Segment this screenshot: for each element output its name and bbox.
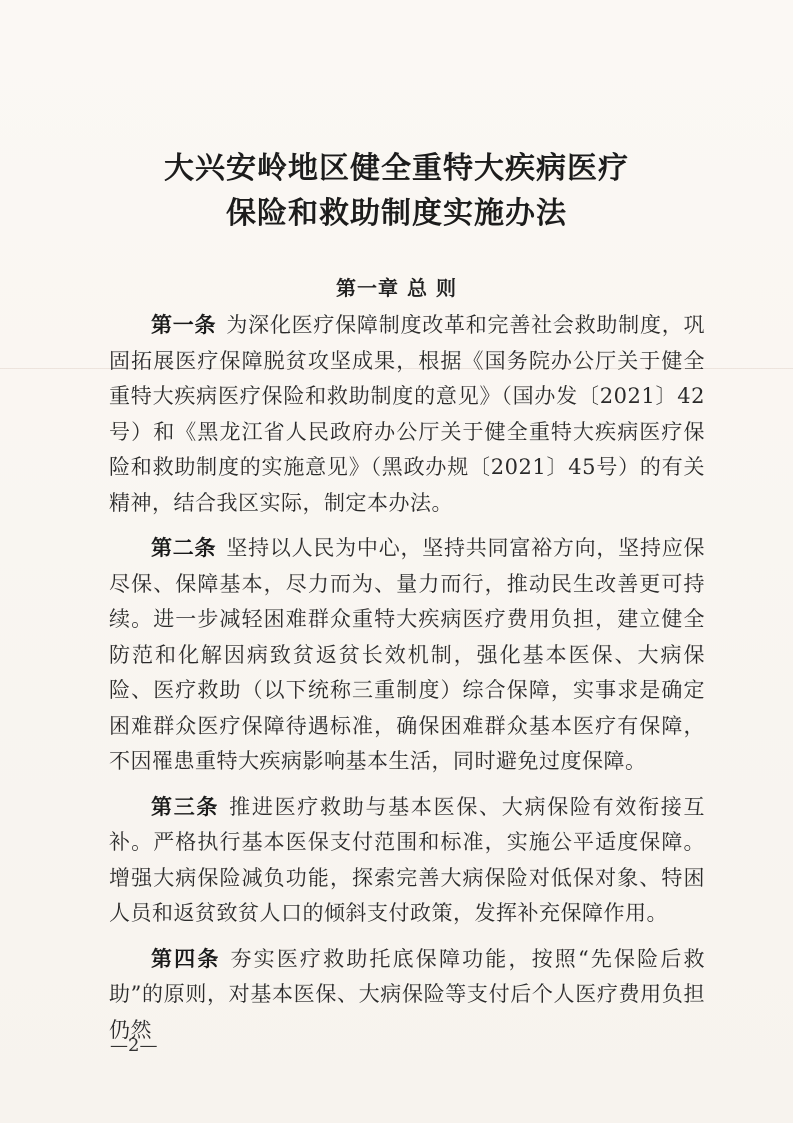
article-paragraph: [109, 790, 705, 932]
article-text: 为深化医疗保障制度改革和完善社会救助制度，巩固拓展医疗保障脱贫攻坚成果，根据《国务院办公厅关于健全重特大疾病医疗保险和救助制度的意见》（国办发〔2021〕42号）和《黑龙江省人民政府办公厅关于健全重特大疾病医疗保险和救助制度的实施意见》（黑政办规〔2021〕45号）的有关精神，结合我区实际，制定本办法。: [109, 313, 705, 515]
article-paragraph: [109, 942, 705, 1049]
article-label: 第三条: [151, 794, 220, 819]
article-paragraph: [109, 531, 705, 780]
document-title-line-1: 大兴安岭地区健全重特大疾病医疗: [164, 151, 629, 186]
article-text: 夯实医疗救助托底保障功能，按照“先保险后救助”的原则，对基本医保、大病保险等支付后个人医疗费用负担仍然: [109, 946, 706, 1042]
page-number: —2—: [110, 1035, 158, 1056]
article-text: 推进医疗救助与基本医保、大病保险有效衔接互补。严格执行基本医保支付范围和标准，实施公平适度保障。增强大病保险减负功能，探索完善大病保险对低保对象、特困人员和返贫致贫人口的倾斜支付政策，发挥补充保障作用。: [109, 794, 706, 925]
article-label: 第四条: [151, 946, 221, 971]
document-body: [109, 308, 705, 1058]
chapter-heading: 第一章 总 则: [336, 276, 457, 300]
article-text: 坚持以人民为中心，坚持共同富裕方向，坚持应保尽保、保障基本，尽力而为、量力而行，推动民生改善更可持续。进一步减轻困难群众重特大疾病医疗费用负担，建立健全防范和化解因病致贫返贫长效机制，强化基本医保、大病保险、医疗救助（以下统称三重制度）综合保障，实事求是确定困难群众医疗保障待遇标准，确保困难群众基本医疗有保障，不因罹患重特大疾病影响基本生活，同时避免过度保障。: [109, 536, 705, 773]
article-paragraph: [109, 308, 705, 521]
article-label: 第一条: [151, 313, 217, 337]
article-label: 第二条: [151, 536, 217, 560]
document-title-line-2: 保险和救助制度实施办法: [226, 196, 567, 231]
